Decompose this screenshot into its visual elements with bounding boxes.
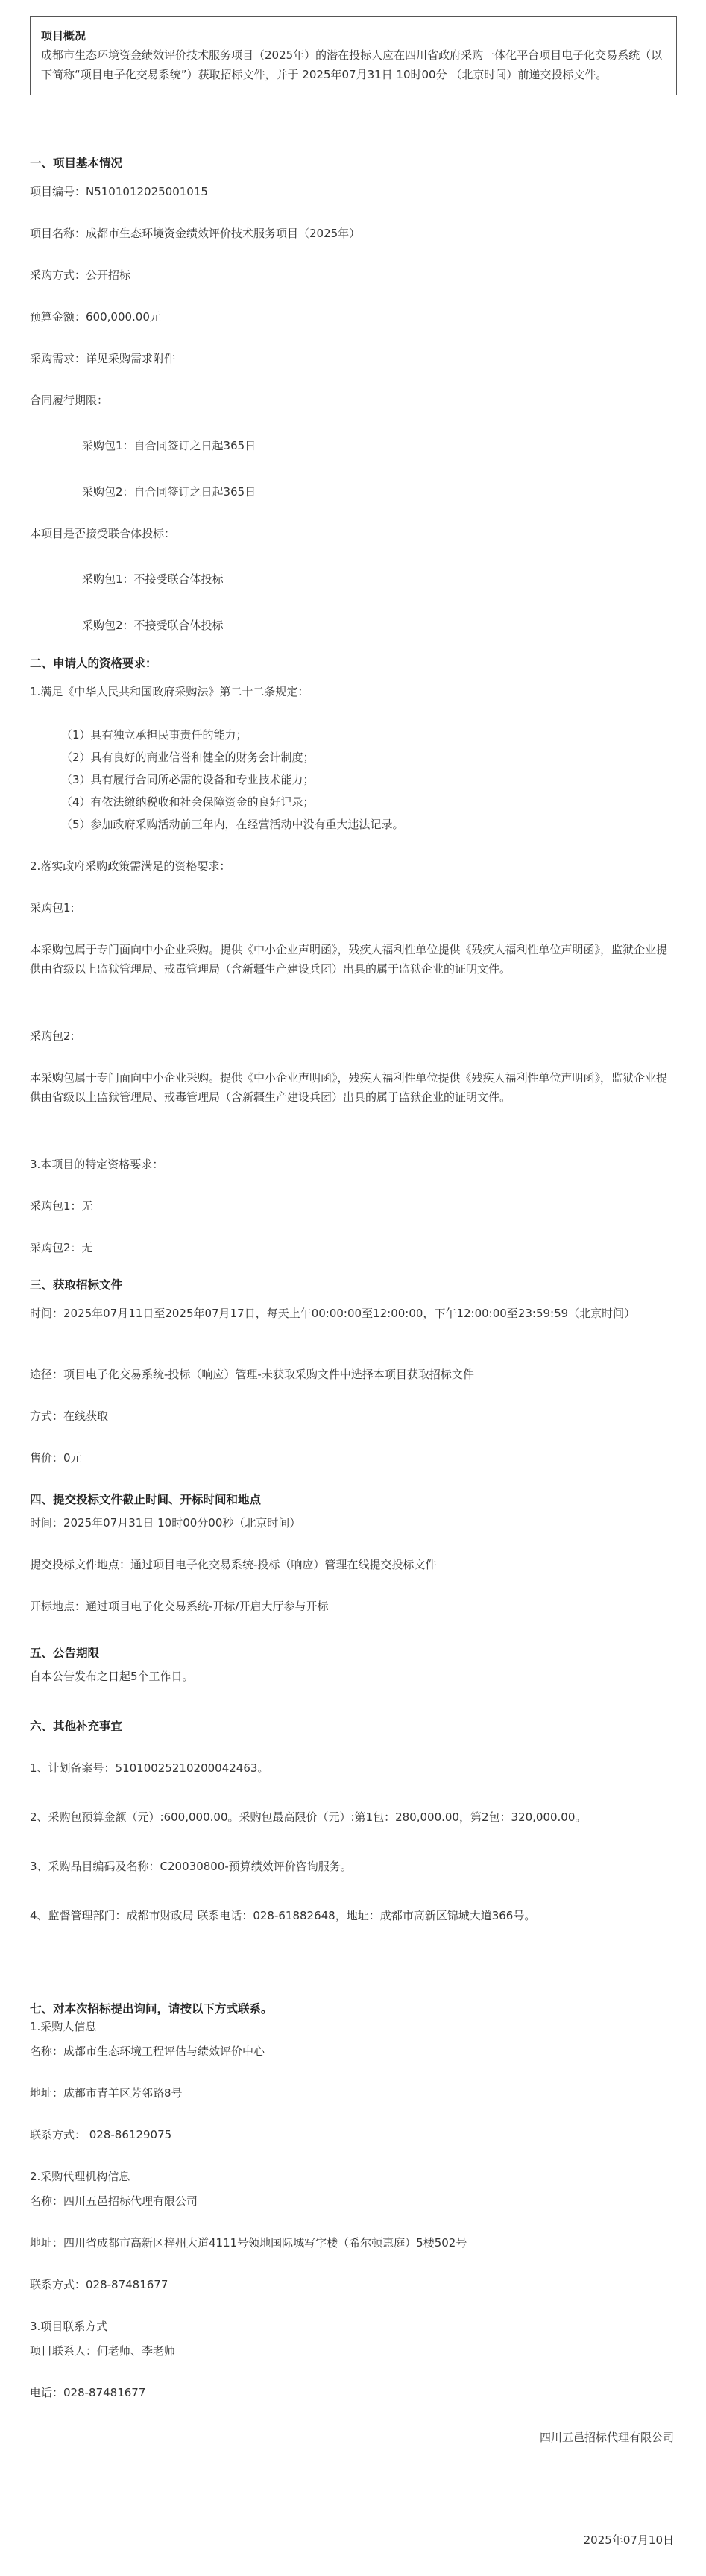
pkg2-label: 采购包2:: [30, 1029, 75, 1043]
agent-title: 2.采购代理机构信息: [30, 2170, 130, 2183]
agent-address: 地址：四川省成都市高新区梓州大道4111号领地国际城写字楼（希尔顿惠庭）5楼502号: [30, 2236, 467, 2250]
section-supplementary: [30, 1717, 677, 1922]
contract-period-pkg2: 采购包2：自合同签订之日起365日: [82, 485, 256, 499]
supplement-item-2: 2、采购包预算金额（元）:600,000.00。采购包最高限价（元）:第1包：280,000.00，第2包：320,000.00。: [30, 1811, 587, 1824]
overview-title: 项目概况: [41, 29, 86, 42]
deadline-time: 时间：2025年07月31日 10时00分00秒（北京时间）: [30, 1516, 301, 1530]
footer-organization: 四川五邑招标代理有限公司: [539, 2431, 674, 2444]
pkg1-label: 采购包1:: [30, 901, 75, 915]
section-notice-period: [30, 1644, 677, 1683]
requirement-1: （1）具有独立承担民事责任的能力；: [61, 728, 248, 742]
section-title: 五、公告期限: [30, 1647, 100, 1660]
obtain-mode: 方式：在线获取: [30, 1409, 109, 1423]
requirement-4: （4）有依法缴纳税收和社会保障资金的良好记录；: [61, 795, 315, 809]
consortium-question: 本项目是否接受联合体投标：: [30, 527, 176, 540]
project-code: 项目编号：N5101012025001015: [30, 185, 208, 198]
contract-period-pkg1: 采购包1：自合同签订之日起365日: [82, 439, 256, 452]
pkg1-policy-text: 本采购包属于专门面向中小企业采购。提供《中小企业声明函》，残疾人福利性单位提供《残疾人福利性单位声明函》，监狱企业提供由省级以上监狱管理局、戒毒管理局（含新疆生产建设兵团）出具的属于监狱企业的证明文件。: [30, 943, 668, 976]
procurement-method: 采购方式：公开招标: [30, 268, 131, 282]
section-title: 一、项目基本情况: [30, 157, 123, 170]
notice-period-text: 自本公告发布之日起5个工作日。: [30, 1670, 194, 1683]
overview-box: [30, 16, 677, 95]
section-title: 七、对本次招标提出询问，请按以下方式联系。: [30, 2002, 273, 2015]
budget-amount: 预算金额：600,000.00元: [30, 310, 161, 323]
contract-period: 合同履行期限：: [30, 394, 109, 407]
requirement-2: （2）具有良好的商业信誉和健全的财务会计制度；: [61, 751, 315, 764]
law-requirement: 1.满足《中华人民共和国政府采购法》第二十二条规定：: [30, 685, 309, 698]
specific-pkg1: 采购包1：无: [30, 1199, 93, 1213]
supplement-item-4: 4、监督管理部门：成都市财政局 联系电话：028-61882648，地址：成都市高新区锦城大道366号。: [30, 1909, 536, 1922]
consortium-pkg2: 采购包2：不接受联合体投标: [82, 619, 224, 632]
project-contact-person: 项目联系人：何老师、李老师: [30, 2344, 176, 2358]
opening-location: 开标地点：通过项目电子化交易系统-开标/开启大厅参与开标: [30, 1600, 329, 1613]
supplement-item-1: 1、计划备案号：51010025210200042463。: [30, 1761, 269, 1775]
consortium-pkg1: 采购包1：不接受联合体投标: [82, 572, 224, 586]
project-contact-phone: 电话：028-87481677: [30, 2386, 146, 2399]
buyer-contact: 联系方式： 028-86129075: [30, 2128, 172, 2141]
overview-text: 成都市生态环境资金绩效评价技术服务项目（2025年）的潜在投标人应在四川省政府采购一体化平台项目电子化交易系统（以下简称“项目电子化交易系统”）获取招标文件，并于 2025年07月31日 10时00分 （北京时间）前递交投标文件。: [41, 48, 663, 81]
section-basic-info: [30, 154, 677, 632]
obtain-price: 售价：0元: [30, 1451, 82, 1465]
section-deadline: [30, 1490, 677, 1613]
section-obtain-documents: [30, 1275, 677, 1465]
agent-name: 名称：四川五邑招标代理有限公司: [30, 2194, 198, 2208]
section-title: 二、申请人的资格要求：: [30, 657, 157, 670]
buyer-title: 1.采购人信息: [30, 2020, 97, 2033]
requirement-3: （3）具有履行合同所必需的设备和专业技术能力；: [61, 773, 315, 786]
project-name: 项目名称：成都市生态环境资金绩效评价技术服务项目（2025年）: [30, 227, 361, 240]
footer-date: 2025年07月10日: [583, 2534, 674, 2547]
specific-requirement: 3.本项目的特定资格要求：: [30, 1158, 164, 1171]
supplement-item-3: 3、采购品目编码及名称：C20030800-预算绩效评价咨询服务。: [30, 1860, 352, 1873]
pkg2-policy-text: 本采购包属于专门面向中小企业采购。提供《中小企业声明函》，残疾人福利性单位提供《残疾人福利性单位声明函》，监狱企业提供由省级以上监狱管理局、戒毒管理局（含新疆生产建设兵团）出具的属于监狱企业的证明文件。: [30, 1071, 668, 1104]
buyer-name: 名称：成都市生态环境工程评估与绩效评价中心: [30, 2045, 265, 2058]
agent-contact: 联系方式：028-87481677: [30, 2278, 168, 2291]
project-contact-title: 3.项目联系方式: [30, 2320, 108, 2333]
obtain-way: 途径：项目电子化交易系统-投标（响应）管理-未获取采购文件中选择本项目获取招标文件: [30, 1368, 474, 1381]
policy-requirement: 2.落实政府采购政策需满足的资格要求：: [30, 859, 231, 873]
submit-location: 提交投标文件地点：通过项目电子化交易系统-投标（响应）管理在线提交投标文件: [30, 1558, 437, 1571]
obtain-time: 时间：2025年07月11日至2025年07月17日，每天上午00:00:00至12:00:00，下午12:00:00至23:59:59（北京时间）: [30, 1307, 636, 1320]
section-qualification: [30, 654, 677, 1254]
section-title: 三、获取招标文件: [30, 1278, 123, 1292]
section-title: 四、提交投标文件截止时间、开标时间和地点: [30, 1493, 262, 1506]
buyer-address: 地址：成都市青羊区芳邻路8号: [30, 2086, 183, 2100]
section-title: 六、其他补充事宜: [30, 1720, 123, 1733]
section-contacts: [30, 1999, 677, 2399]
procurement-demand: 采购需求：详见采购需求附件: [30, 352, 176, 365]
requirement-5: （5）参加政府采购活动前三年内，在经营活动中没有重大违法记录。: [61, 818, 404, 831]
specific-pkg2: 采购包2：无: [30, 1241, 93, 1254]
